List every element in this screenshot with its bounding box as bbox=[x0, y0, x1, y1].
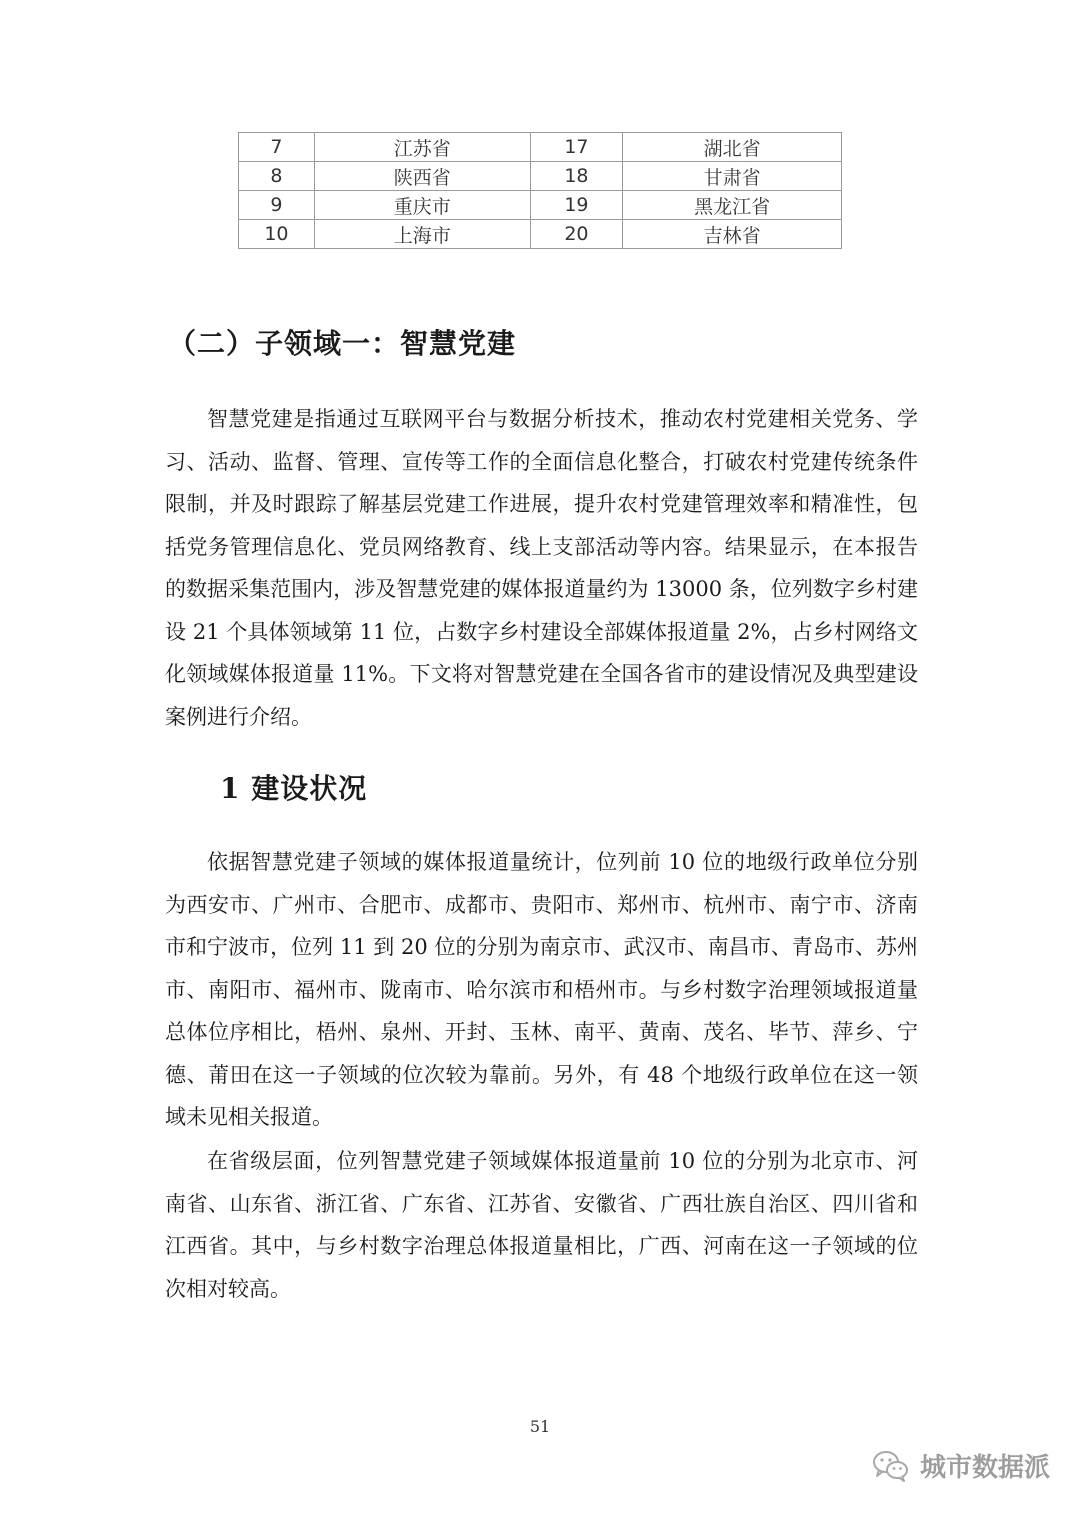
table-cell: 19 bbox=[530, 191, 623, 220]
section-heading: （二）子领域一：智慧党建 bbox=[168, 327, 517, 360]
table-cell: 7 bbox=[239, 133, 315, 162]
table-cell: 9 bbox=[239, 191, 315, 220]
table-cell: 8 bbox=[239, 162, 315, 191]
table-row bbox=[239, 191, 842, 220]
wechat-icon bbox=[872, 1450, 910, 1482]
table-cell: 重庆市 bbox=[314, 191, 530, 220]
table-cell: 甘肃省 bbox=[623, 162, 842, 191]
table-cell: 黑龙江省 bbox=[623, 191, 842, 220]
watermark-text: 城市数据派 bbox=[919, 1453, 1050, 1483]
watermark bbox=[872, 1447, 1050, 1484]
table-cell: 18 bbox=[530, 162, 623, 191]
table-cell: 陕西省 bbox=[314, 162, 530, 191]
page-number: 51 bbox=[529, 1417, 551, 1436]
subsection-heading: 1 建设状况 bbox=[220, 772, 368, 805]
table-cell: 17 bbox=[530, 133, 623, 162]
table-cell: 上海市 bbox=[314, 220, 530, 249]
table-row bbox=[239, 220, 842, 249]
province-ranking-paragraph: 在省级层面，位列智慧党建子领域媒体报道量前 10 位的分别为北京市、河南省、山东省、浙江省、广东省、江苏省、安徽省、广西壮族自治区、四川省和江西省。其中，与乡村数字治理总体报道量相比，广西、河南在这一子领域的位次相对较高。 bbox=[165, 1149, 918, 1301]
table-cell: 吉林省 bbox=[623, 220, 842, 249]
city-ranking-paragraph: 依据智慧党建子领域的媒体报道量统计，位列前 10 位的地级行政单位分别为西安市、广州市、合肥市、成都市、贵阳市、郑州市、杭州市、南宁市、济南市和宁波市，位列 11 到 20 位的分别为南京市、武汉市、南昌市、青岛市、苏州市、南阳市、福州市、陇南市、哈尔滨市和梧州市。与乡村数字治理领域报道量总体位序相比，梧州、泉州、开封、玉林、南平、黄南、茂名、毕节、萍乡、宁德、莆田在这一子领域的位次较为靠前。另外，有 48 个地级行政单位在这一领域未见相关报道。 bbox=[165, 850, 918, 1129]
table-row bbox=[239, 133, 842, 162]
section-intro-paragraph: 智慧党建是指通过互联网平台与数据分析技术，推动农村党建相关党务、学习、活动、监督、管理、宣传等工作的全面信息化整合，打破农村党建传统条件限制，并及时跟踪了解基层党建工作进展，提升农村党建管理效率和精准性，包括党务管理信息化、党员网络教育、线上支部活动等内容。结果显示，在本报告的数据采集范围内，涉及智慧党建的媒体报道量约为 13000 条，位列数字乡村建设 21 个具体领域第 11 位，占数字乡村建设全部媒体报道量 2%，占乡村网络文化领域媒体报道量 11%。下文将对智慧党建在全国各省市的建设情况及典型建设案例进行介绍。 bbox=[165, 407, 918, 729]
table-cell: 江苏省 bbox=[314, 133, 530, 162]
table-cell: 10 bbox=[239, 220, 315, 249]
table-cell: 20 bbox=[530, 220, 623, 249]
table-cell: 湖北省 bbox=[623, 133, 842, 162]
ranking-table bbox=[238, 132, 842, 249]
table-row bbox=[239, 162, 842, 191]
